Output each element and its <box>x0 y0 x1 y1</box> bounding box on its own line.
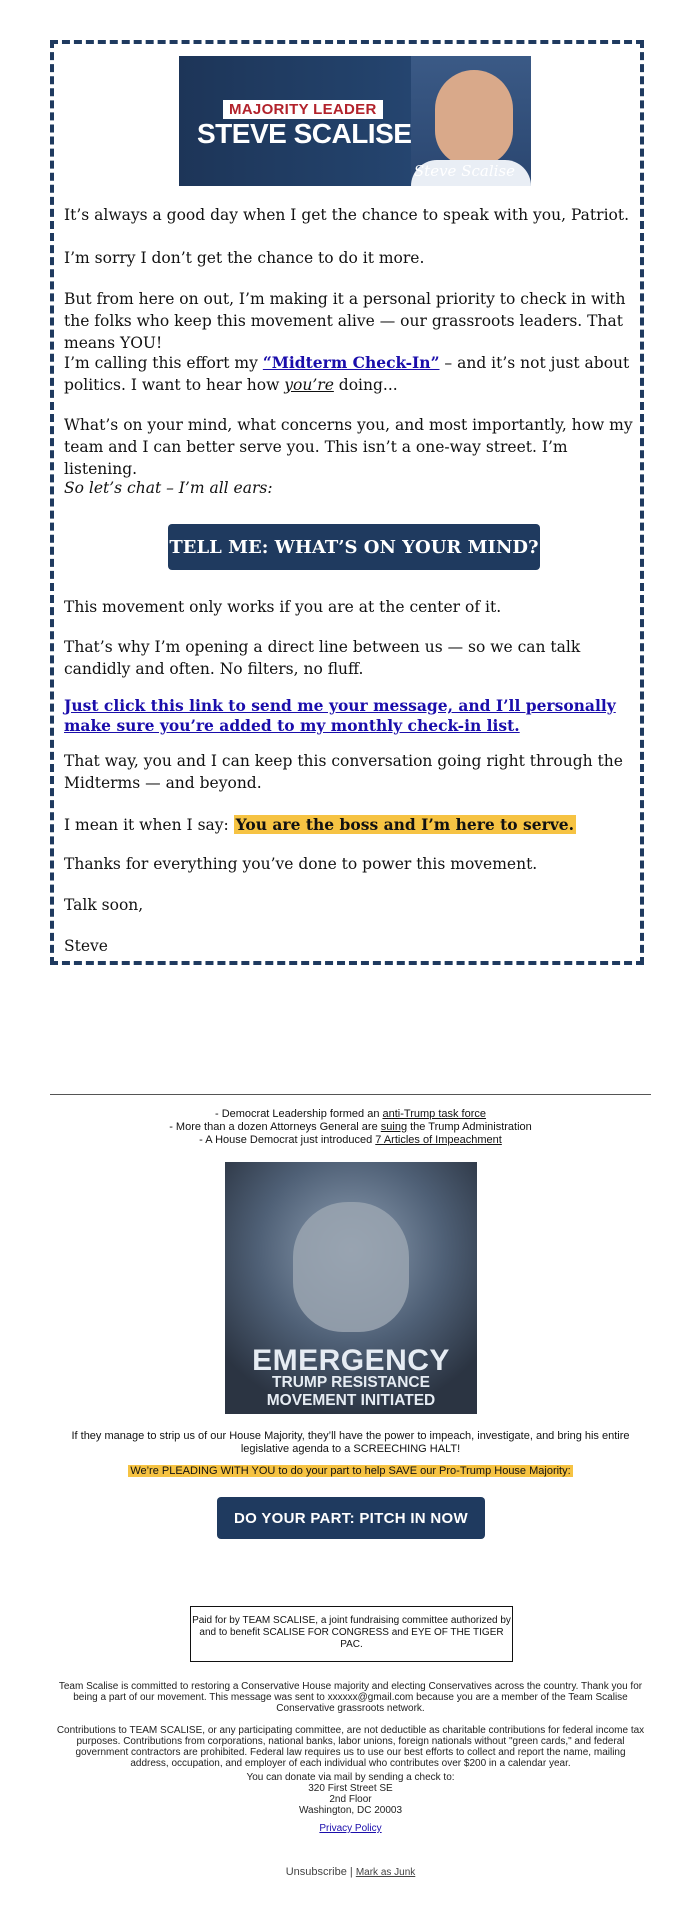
bullet-2-post: the Trump Administration <box>407 1121 532 1133</box>
banner-signature: Steve Scalise <box>413 162 515 180</box>
letter-paragraph-1: It’s always a good day when I get the chance to speak with you, Patriot. <box>64 206 630 224</box>
letter-paragraph-2: I’m sorry I don’t get the chance to do it more. <box>64 249 425 267</box>
bullet-list <box>50 1108 651 1147</box>
letter-paragraph-7: This movement only works if you are at the center of it. <box>64 598 502 616</box>
letter-paragraph-4 <box>64 352 639 396</box>
letter-paragraph-6: So let’s chat – I’m all ears: <box>64 479 273 497</box>
bullet-3-text: - A House Democrat just introduced <box>199 1134 376 1146</box>
emergency-line-2: MOVEMENT INITIATED <box>266 1392 436 1409</box>
plead-highlight: We’re PLEADING WITH YOU to do your part to help SAVE our Pro-Trump House Majority: <box>130 1465 571 1477</box>
trump-portrait <box>293 1202 409 1332</box>
warning-text: If they manage to strip us of our House Majority, they’ll have the power to impeach, investigate, and bring his entire legislative agenda to a SCREECHING HALT! <box>71 1430 630 1455</box>
header-banner[interactable] <box>179 56 531 186</box>
mail-intro: You can donate via mail by sending a check to: <box>246 1772 455 1783</box>
bullet-2 <box>50 1121 651 1134</box>
pitch-in-button[interactable]: DO YOUR PART: PITCH IN NOW <box>217 1497 485 1539</box>
highlighted-statement: You are the boss and I’m here to serve. <box>235 815 575 834</box>
banner-name: STEVE SCALISE <box>197 118 412 149</box>
p4-mid: – and it’s not just about politics. I want to hear how <box>64 354 630 394</box>
letter-paragraph-12: Thanks for everything you’ve done to power this movement. <box>64 855 538 873</box>
emergency-subtitle <box>225 1374 477 1410</box>
committed-text: Team Scalise is committed to restoring a Conservative House majority and electing Conservatives across the country. Thank you for being a part of our movement. This message was sent to xxxxxx@gmail.com because you are a member of the Team Scalise Conservative grassroots network. <box>58 1681 643 1714</box>
p4-post: doing... <box>333 376 398 394</box>
address-line-3: Washington, DC 20003 <box>298 1805 403 1816</box>
mark-as-junk-link[interactable]: Mark as Junk <box>355 1867 416 1878</box>
p4-pre: I’m calling this effort my <box>64 354 263 372</box>
letter-paragraph-3: But from here on out, I’m making it a personal priority to check in with the folks who keep this movement alive — our grassroots leaders. That means YOU! <box>64 290 626 352</box>
message-link[interactable]: Just click this link to send me your message, and I’ll personally make sure you’re added to my monthly check-in list. <box>64 696 616 735</box>
suing-link[interactable]: suing <box>380 1121 408 1133</box>
address-line-2: 2nd Floor <box>329 1794 372 1805</box>
address-line-1: 320 First Street SE <box>308 1783 393 1794</box>
plead-text <box>50 1465 651 1477</box>
letter-box <box>50 40 644 965</box>
mailing-address <box>55 1772 646 1816</box>
letter-paragraph-13: Talk soon, <box>64 896 144 914</box>
letter-paragraph-11 <box>64 814 639 836</box>
emergency-image[interactable] <box>225 1162 477 1414</box>
emergency-title: EMERGENCY <box>252 1344 450 1377</box>
paid-for-box: Paid for by TEAM SCALISE, a joint fundraising committee authorized by and to benefit SCALISE FOR CONGRESS and EYE OF THE TIGER PAC. <box>190 1606 513 1662</box>
task-force-link[interactable]: anti-Trump task force <box>382 1108 487 1120</box>
letter-paragraph-5: What’s on your mind, what concerns you, and most importantly, how my team and I can better serve you. This isn’t a one-way street. I’m listening. <box>64 416 633 478</box>
bullet-1 <box>50 1108 651 1121</box>
impeachment-link[interactable]: 7 Articles of Impeachment <box>375 1134 502 1146</box>
unsubscribe-row <box>50 1866 651 1878</box>
bullet-3 <box>50 1134 651 1147</box>
whats-on-your-mind-button[interactable]: TELL ME: WHAT’S ON YOUR MIND? <box>168 524 540 570</box>
separator: | <box>349 1866 353 1878</box>
emergency-line-1: TRUMP RESISTANCE <box>272 1374 430 1391</box>
letter-paragraph-10: That way, you and I can keep this conversation going right through the Midterms — and beyond. <box>64 752 623 792</box>
p11-pre: I mean it when I say: <box>64 816 234 834</box>
divider <box>50 1094 651 1095</box>
bullet-2-text: - More than a dozen Attorneys General are <box>169 1121 381 1133</box>
portrait-photo <box>435 70 513 166</box>
banner-label: MAJORITY LEADER <box>223 100 383 119</box>
bullet-1-text: - Democrat Leadership formed an <box>214 1108 383 1120</box>
p4-emphasis: you’re <box>284 376 334 394</box>
letter-paragraph-8: That’s why I’m opening a direct line between us — so we can talk candidly and often. No filters, no fluff. <box>64 638 581 678</box>
contributions-text: Contributions to TEAM SCALISE, or any participating committee, are not deductible as charitable contributions for federal income tax purposes. Contributions from corporations, national banks, labor unions, foreign nationals without "green cards," and federal government contractors are prohibited. Federal law requires us to use our best efforts to collect and report the name, mailing address, occupation, and employer of each individual who contributes over $200 in a calendar year. <box>56 1725 645 1769</box>
privacy-policy-link[interactable]: Privacy Policy <box>319 1823 382 1834</box>
signoff-name: Steve <box>64 937 108 955</box>
unsubscribe-link[interactable]: Unsubscribe <box>285 1866 347 1878</box>
midterm-check-in-link[interactable]: “Midterm Check-In” <box>262 353 440 372</box>
privacy-row <box>50 1823 651 1834</box>
